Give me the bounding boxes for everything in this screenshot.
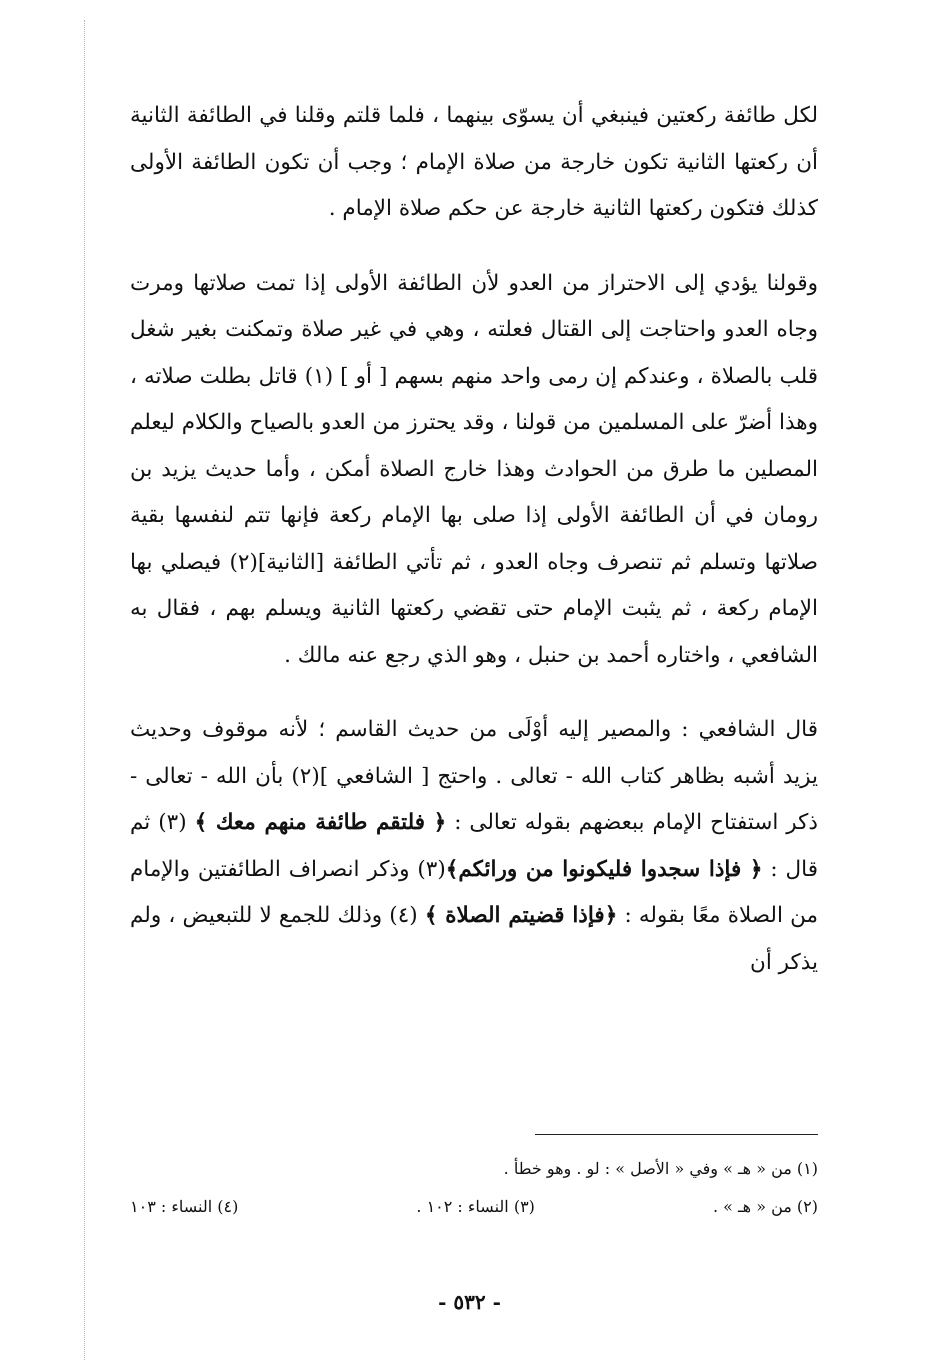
footnote-1: (١) من « هـ » وفي « الأصل » : لو . وهو خطأ .: [503, 1159, 818, 1178]
quran-quote: ﴿ فلتقم طائفة منهم معك ﴾: [194, 810, 447, 835]
text-run: (٣) ثم قال :: [130, 810, 818, 882]
text-run: لكل طائفة ركعتين فينبغي أن يسوّى بينهما ، فلما قلتم وقلنا في الطائفة الثانية أن ركعتها الثانية تكون خارجة من صلاة الإمام ؛ وجب أن تكون الطائفة الأولى كذلك فتكون ركعتها الثانية خارجة عن حكم صلاة الإمام .: [130, 103, 818, 221]
text-run: وقولنا يؤدي إلى الاحتراز من العدو لأن الطائفة الأولى إذا تمت صلاتها ومرت وجاه العدو واحتاجت إلى القتال فعلته ، وهي في غير صلاة وتمكنت بغير شغل قلب بالصلاة ، وعندكم إن رمى واحد منهم بسهم [ أو ] (١) قاتل بطلت صلاته ، وهذا أضرّ على المسلمين من قولنا ، وقد يحترز من العدو بالصياح والكلام ليعلم المصلين ما طرق من الحوادث وهذا خارج الصلاة أمكن ، وأما حديث يزيد بن رومان في أن الطائفة الأولى إذا صلى بها الإمام ركعة فإنها تتم لنفسها بقية صلاتها وتسلم ثم تنصرف وجاه العدو ، ثم تأتي الطائفة [الثانية](٢) فيصلي بها الإمام ركعة ، ثم يثبت الإمام حتى تقضي ركعتها الثانية ويسلم بهم ، فقال به الشافعي ، واختاره أحمد بن حنبل ، وهو الذي رجع عنه مالك .: [130, 270, 818, 668]
footnote-2: (٢) من « هـ » .: [712, 1197, 818, 1216]
footnote-4: (٤) النساء : ١٠٣: [130, 1197, 239, 1216]
page-body: [130, 93, 818, 1014]
margin-dotted-rule: [84, 20, 85, 1360]
paragraph-text: [130, 707, 818, 986]
footnotes: [130, 1150, 818, 1226]
paragraph-1: [130, 93, 818, 233]
quran-quote: ﴿ فإذا سجدوا فليكونوا من ورائكم﴾: [445, 856, 763, 882]
text-run: (٣) وذكر انصراف الطائفتين والإمام من الصلاة معًا بقوله :: [130, 856, 818, 928]
footnote-separator: [535, 1134, 818, 1135]
paragraph-text: [130, 93, 818, 233]
footnote-3: (٣) النساء : ١٠٢ .: [416, 1197, 535, 1216]
text-run: قال الشافعي : والمصير إليه أوْلَى من حديث القاسم ؛ لأنه موقوف وحديث يزيد أشبه بظاهر كتاب الله - تعالى . واحتج [ الشافعي ](٢) بأن الله - تعالى - ذكر استفتاح الإمام ببعضهم بقوله تعالى :: [130, 717, 819, 835]
paragraph-3: [130, 707, 818, 986]
paragraph-text: [130, 261, 818, 680]
footnote-row: [130, 1188, 818, 1226]
text-run: (٤) وذلك للجمع لا للتبعيض ، ولم يذكر أن: [130, 903, 818, 975]
page-number: - ٥٣٢ -: [438, 1290, 501, 1314]
quran-quote: ﴿فإذا قضيتم الصلاة ﴾: [424, 903, 618, 928]
paragraph-2: [130, 261, 818, 680]
